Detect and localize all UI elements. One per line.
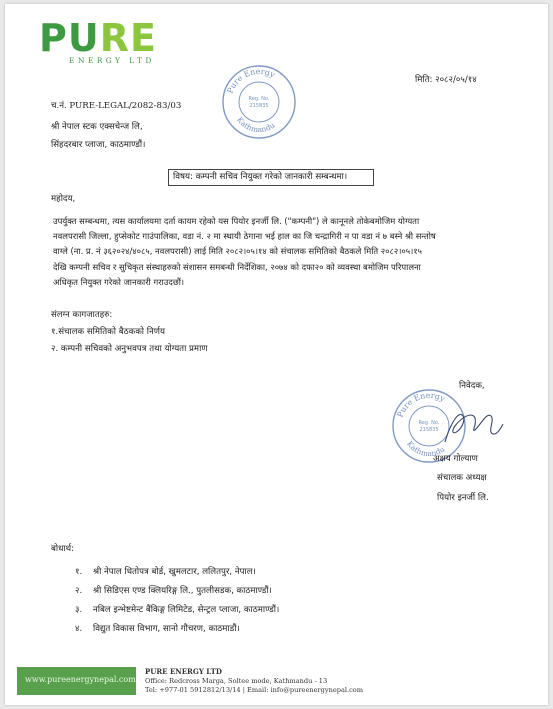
logo-subtitle: ENERGY LTD [69, 56, 155, 65]
cc-item: ४. विद्युत विकास विभाग, सानो गौचरण, काठमाडौं। [75, 624, 240, 634]
stamp-reg-label: Reg. No. [248, 96, 270, 102]
reference-number: च.नं. PURE-LEGAL/2082-83/03 [51, 101, 182, 111]
footer-company-name: PURE ENERGY LTD [145, 667, 222, 676]
body-line: देखि कम्पनी सचिव र सुचिकृत संस्थाहरुको संशासन समबन्धी निर्देशिका, २०७४ को दफा२० को व्यवस्था बमोजिम परिपालना [53, 261, 421, 272]
cc-item: ३. नबिल इन्भेष्टमेन्ट बैंकिङ्ग लिमिटेड, सेन्ट्रल प्लाजा, काठमाण्डौं। [75, 605, 280, 615]
handwritten-signature [441, 402, 505, 452]
body-line: नवलपरासी जिल्ला, हुप्सेकोट गाउंपालिका, वडा नं. २ मा स्थायी ठेगाना भई हाल का जि चन्द्रागिरी न पा वडा नं ७ बस्ने श्री सन्तोष [53, 231, 436, 242]
stamp-reg-number: 215835 [419, 427, 439, 433]
letter-footer [5, 656, 548, 705]
logo-word-part1: PU [39, 16, 100, 60]
footer-office-address: Office: Redcross Marga, Soltee mode, Kathmandu - 13 [145, 676, 328, 685]
signature-closing: निवेदक, [459, 381, 485, 391]
salutation: महोदय, [51, 194, 76, 204]
company-logo [39, 18, 157, 65]
company-stamp-top [219, 62, 299, 142]
signatory-title: संचालक अध्यक्ष [437, 473, 487, 483]
cc-heading: बोधार्थ: [51, 544, 75, 554]
stamp-bottom-text: Kathmandu [404, 439, 447, 459]
signatory-company: पियोर इनर्जी लि. [437, 493, 489, 503]
subject-box [168, 169, 374, 186]
attachment-item: १.संचालक समितिको बैठकको निर्णय [51, 327, 165, 337]
body-line: वाग्ले (ना. प्र. नं ३६२०२४/४०८५, नवलपरासी) लाई मिति २०८२।०५।१४ को संचालक समितिको बैठकले मिति २०८२।०५।१५ [53, 246, 422, 257]
stamp-top-text: Pure Energy [225, 66, 277, 95]
cc-item: २. श्री सिडिएस एण्ड क्लियरिङ्ग लि., पुतलीसडक, काठमाण्डौं। [75, 586, 272, 596]
subject-line: विषय: कम्पनी सचिव नियुक्त गरेको जानकारी सम्बन्धमा। [173, 172, 348, 182]
body-paragraph [53, 214, 505, 290]
stamp-reg-label: Reg. No. [418, 420, 440, 426]
letter-date: मिति: २०८२/०५/१४ [415, 75, 477, 85]
logo-word-part2: RE [99, 16, 157, 60]
stamp-reg-number: 215835 [249, 103, 269, 109]
body-line: उपर्युक्त सम्बन्धमा, त्यस कार्यालयमा दर्ता कायम रहेको यस पियोर इनर्जी लि. ("कम्पनी") ले कानूनले तोकेबमोजिम योग्यता [53, 216, 420, 226]
attachments-heading: संलग्न कागजातहरु: [51, 310, 113, 320]
letter-page [5, 4, 548, 705]
attachment-item: २. कम्पनी सचिवको अनुभवपत्र तथा योग्यता प्रमाण [51, 344, 208, 354]
recipient-line2: सिंहदरबार प्लाजा, काठमाण्डौं। [51, 140, 146, 150]
footer-contact-info [145, 667, 363, 696]
cc-item: १. श्री नेपाल धितोपत्र बोर्ड, खुमलटार, ललितपुर, नेपाल। [75, 567, 256, 577]
footer-website: www.pureenergynepal.com [25, 675, 136, 684]
signatory-name: अक्षय गोल्याण [433, 454, 478, 464]
recipient-line1: श्री नेपाल स्टक एक्सचेन्ज लि, [51, 122, 143, 132]
stamp-top-text: Pure Energy [395, 390, 447, 419]
footer-website-band [17, 667, 136, 695]
body-line: अधिकृत नियुक्त गरेको जानकारी गराउदछौं। [53, 276, 185, 287]
stamp-bottom-text: Kathmandu [234, 115, 277, 135]
footer-contact-line: Tel: +977-01 5912812/13/14 | Email: info@pureenergynepal.com [145, 686, 364, 694]
